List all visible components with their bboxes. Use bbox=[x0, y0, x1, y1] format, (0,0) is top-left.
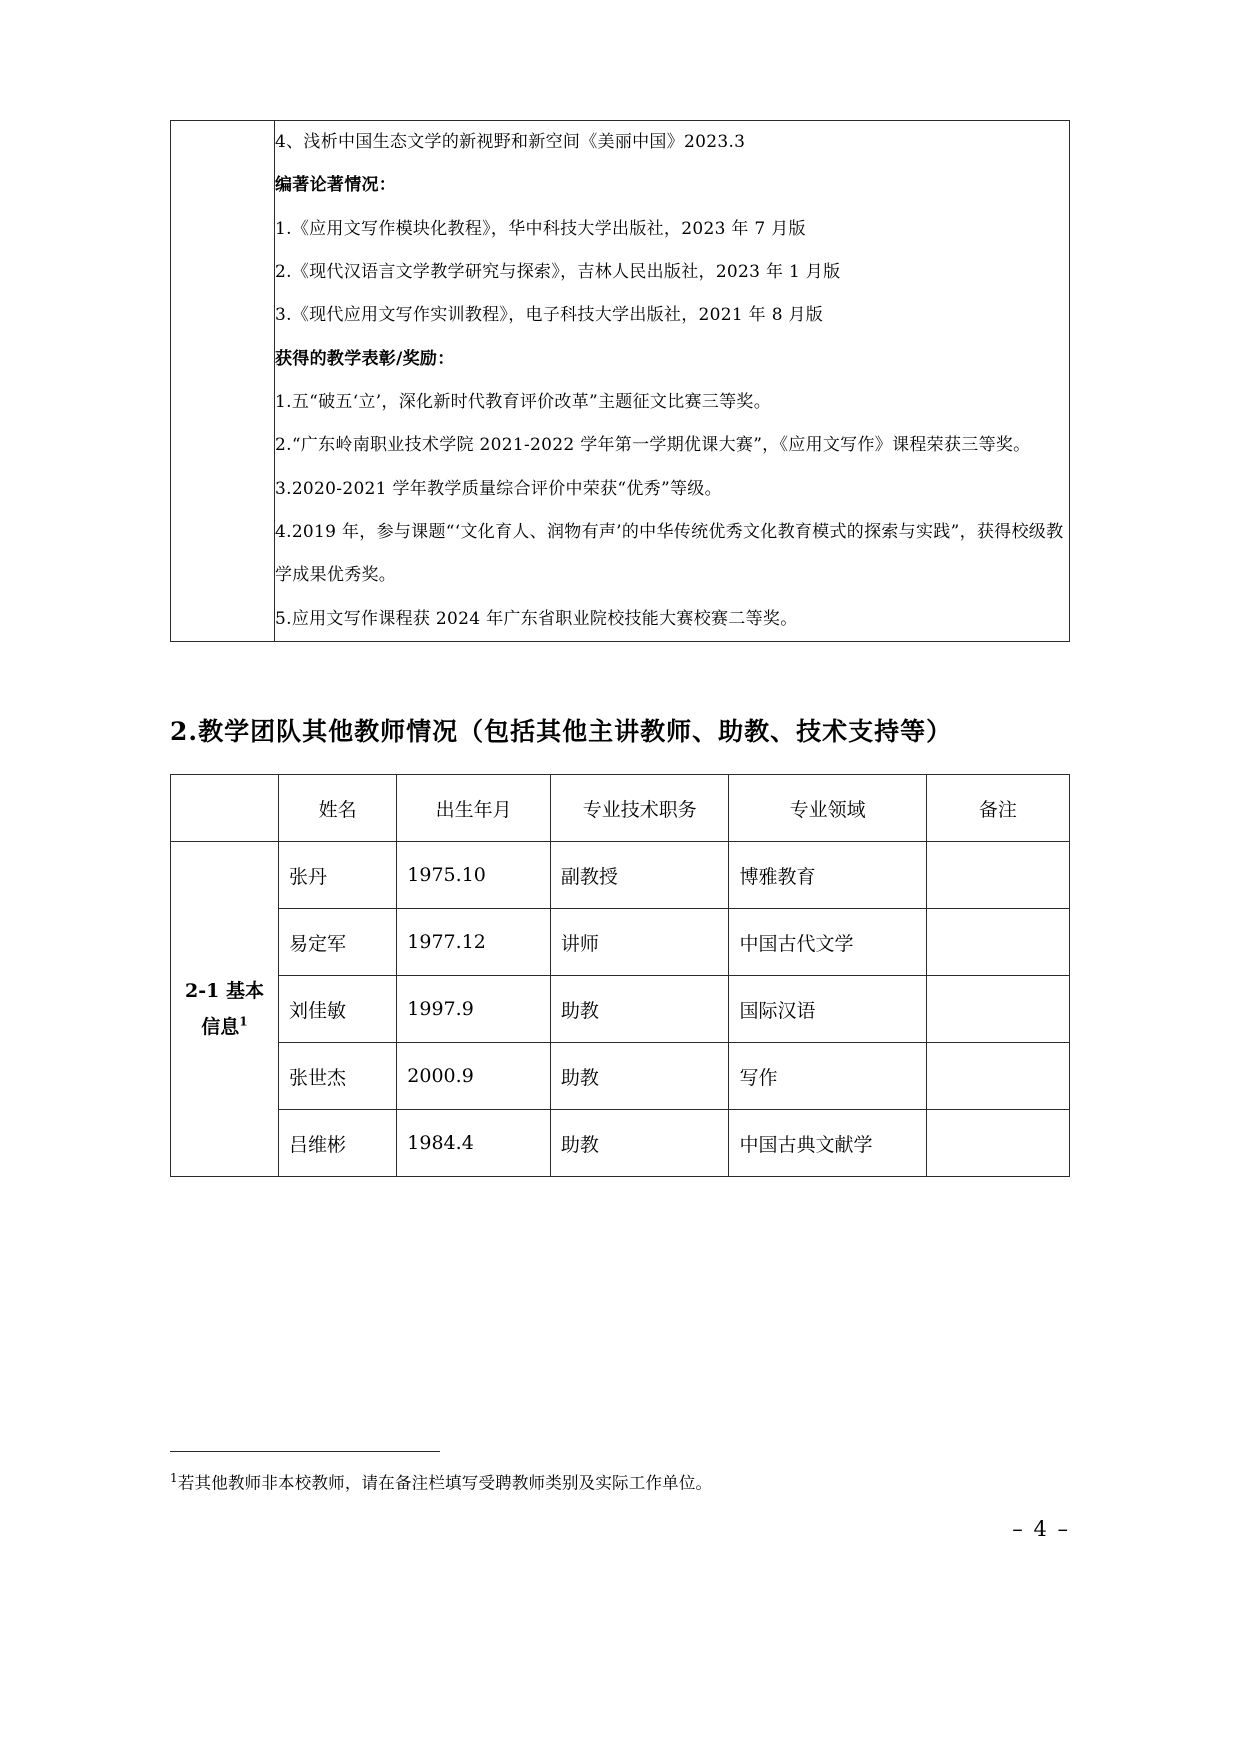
row-label-cell bbox=[171, 121, 275, 642]
cell-name: 张丹 bbox=[278, 842, 396, 909]
paragraph: 2.“广东岭南职业技术学院 2021-2022 学年第一学期优课大赛”，《应用文写作》课程荣获三等奖。 bbox=[275, 435, 1031, 456]
cell-title: 讲师 bbox=[550, 909, 729, 976]
table-row bbox=[171, 1110, 1070, 1177]
cell-note bbox=[926, 1043, 1069, 1110]
footnote-area bbox=[170, 1451, 1070, 1498]
cell-field: 中国古代文学 bbox=[729, 909, 926, 976]
cell-note bbox=[926, 976, 1069, 1043]
cell-name: 吕维彬 bbox=[278, 1110, 396, 1177]
header-blank bbox=[171, 775, 279, 842]
subheading-publications: 编著论著情况： bbox=[275, 175, 397, 196]
table-row bbox=[171, 1043, 1070, 1110]
cell-note bbox=[926, 1110, 1069, 1177]
cell-field: 中国古典文献学 bbox=[729, 1110, 926, 1177]
cell-name: 易定军 bbox=[278, 909, 396, 976]
paragraph: 3.《现代应用文写作实训教程》，电子科技大学出版社，2021 年 8 月版 bbox=[275, 305, 824, 326]
section-heading: 2.教学团队其他教师情况（包括其他主讲教师、助教、技术支持等） bbox=[170, 717, 953, 747]
row-label-text: 2-1 基本信息 bbox=[185, 980, 264, 1039]
cell-title: 助教 bbox=[550, 1043, 729, 1110]
cell-birth: 1975.10 bbox=[397, 842, 551, 909]
cell-birth: 1984.4 bbox=[397, 1110, 551, 1177]
paragraph: 3.2020-2021 学年教学质量综合评价中荣获“优秀”等级。 bbox=[275, 478, 722, 499]
cell-note bbox=[926, 909, 1069, 976]
paragraph: 4、浅析中国生态文学的新视野和新空间《美丽中国》2023.3 bbox=[275, 132, 746, 152]
paragraph: 1.《应用文写作模块化教程》，华中科技大学出版社，2023 年 7 月版 bbox=[275, 218, 806, 239]
header-note: 备注 bbox=[926, 775, 1069, 842]
table-row bbox=[171, 976, 1070, 1043]
cell-title: 助教 bbox=[550, 976, 729, 1043]
paragraph: 4.2019 年，参与课题“‘文化育人、润物有声’的中华传统优秀文化教育模式的探索与实践”，获得校级教学成果优秀奖。 bbox=[275, 522, 1064, 586]
footnote-text bbox=[170, 1468, 1070, 1498]
footnote-body: 若其他教师非本校教师，请在备注栏填写受聘教师类别及实际工作单位。 bbox=[177, 1473, 713, 1493]
publications-and-awards-table bbox=[170, 120, 1070, 642]
content-cell bbox=[275, 121, 1070, 642]
cell-birth: 1997.9 bbox=[397, 976, 551, 1043]
header-name: 姓名 bbox=[278, 775, 396, 842]
cell-field: 博雅教育 bbox=[729, 842, 926, 909]
header-birth: 出生年月 bbox=[397, 775, 551, 842]
cell-note bbox=[926, 842, 1069, 909]
cell-name: 刘佳敏 bbox=[278, 976, 396, 1043]
paragraph: 5.应用文写作课程获 2024 年广东省职业院校技能大赛校赛二等奖。 bbox=[275, 608, 798, 629]
cell-field: 国际汉语 bbox=[729, 976, 926, 1043]
cell-birth: 1977.12 bbox=[397, 909, 551, 976]
teaching-team-table bbox=[170, 774, 1070, 1177]
cell-field: 写作 bbox=[729, 1043, 926, 1110]
table-header-row bbox=[171, 775, 1070, 842]
cell-title: 助教 bbox=[550, 1110, 729, 1177]
header-field: 专业领域 bbox=[729, 775, 926, 842]
paragraph: 2.《现代汉语言文学教学研究与探索》，吉林人民出版社，2023 年 1 月版 bbox=[275, 262, 841, 283]
paragraph: 1.五“破五‘立’，深化新时代教育评价改革”主题征文比赛三等奖。 bbox=[275, 392, 772, 413]
subheading-awards: 获得的教学表彰/奖励： bbox=[275, 348, 455, 369]
table-row bbox=[171, 909, 1070, 976]
footnote-marker: 1 bbox=[239, 1014, 248, 1029]
footnote-divider bbox=[170, 1451, 440, 1452]
table-row bbox=[171, 842, 1070, 909]
footnote-marker: 1 bbox=[170, 1470, 178, 1485]
cell-birth: 2000.9 bbox=[397, 1043, 551, 1110]
cell-name: 张世杰 bbox=[278, 1043, 396, 1110]
page-number: – 4 – bbox=[1012, 1517, 1070, 1541]
cell-title: 副教授 bbox=[550, 842, 729, 909]
row-label-basic-info bbox=[171, 842, 279, 1177]
table-row bbox=[171, 121, 1070, 642]
header-title: 专业技术职务 bbox=[550, 775, 729, 842]
